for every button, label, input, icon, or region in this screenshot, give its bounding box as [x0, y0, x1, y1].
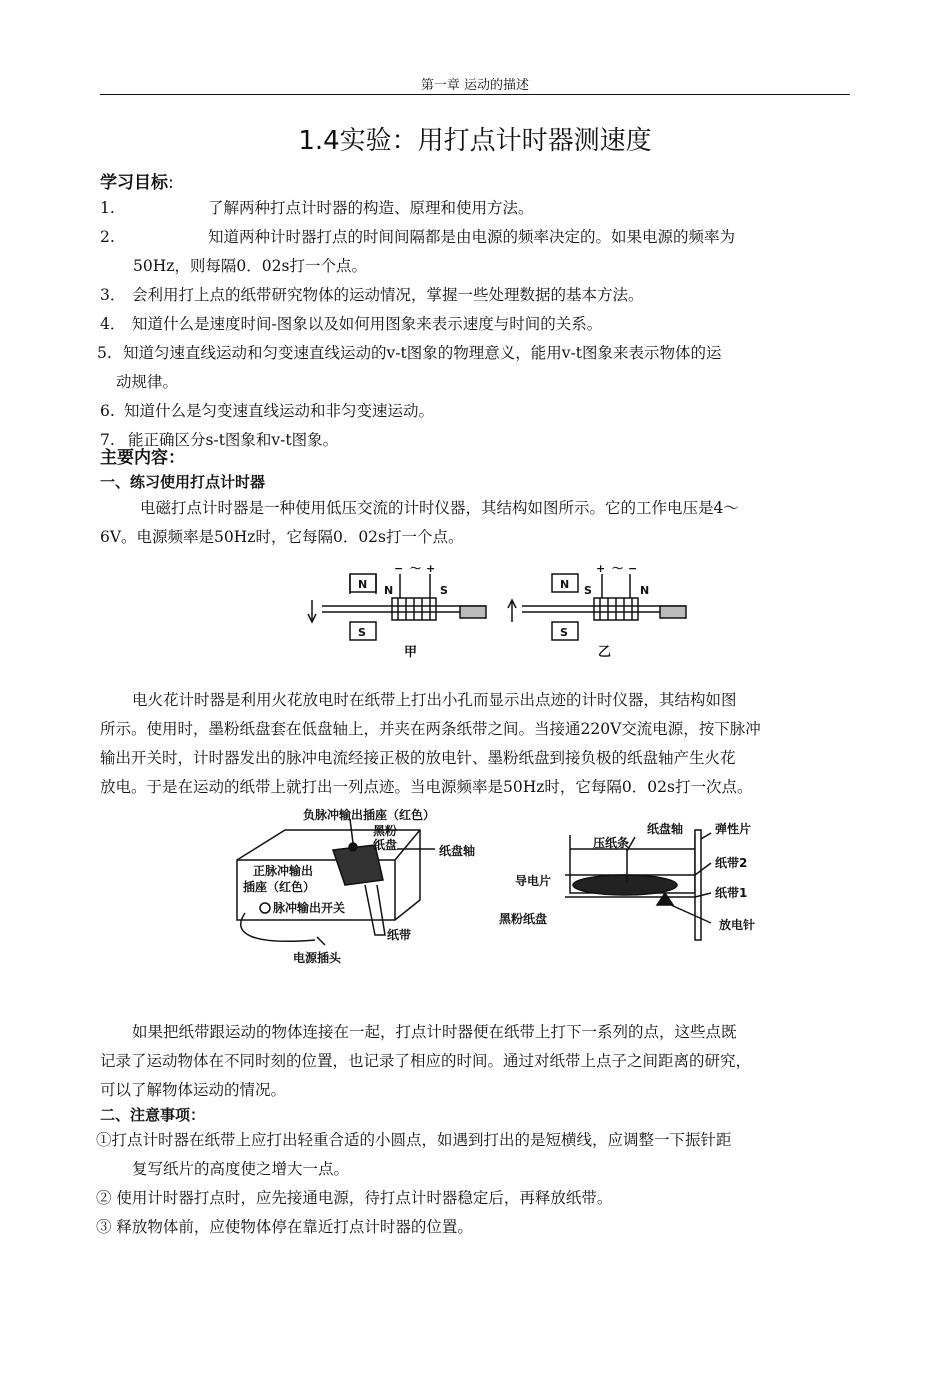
para-line: 电火花计时器是利用火花放电时在纸带上打出小孔而显示出点迹的计时仪器，其结构如图	[132, 691, 737, 709]
para-line: 放电。于是在运动的纸带上就打出一列点迹。当电源频率是50Hz时，它每隔0．02s打一次点。	[100, 778, 753, 796]
svg-text:纸盘: 纸盘	[373, 838, 398, 852]
para-line: 6V。电源频率是50Hz时，它每隔0．02s打一个点。	[100, 528, 464, 546]
page-title: 1.4实验：用打点计时器测速度	[298, 126, 652, 156]
svg-text:纸带1: 纸带1	[715, 886, 748, 900]
objectives-heading: 学习目标:	[100, 173, 174, 193]
list-item: ③ 释放物体前，应使物体停在靠近打点计时器的位置。	[96, 1218, 473, 1236]
fig-label-jia: 甲	[404, 645, 418, 660]
list-item: 5. 知道匀速直线运动和匀变速直线运动的v-t图象的物理意义，能用v-t图象来表示物体的运	[97, 344, 722, 362]
discharge-needle	[657, 893, 673, 905]
svg-text:纸盘轴: 纸盘轴	[439, 844, 476, 858]
svg-text:−: −	[628, 562, 638, 575]
svg-text:N: N	[560, 578, 570, 591]
para-line: 所示。使用时，墨粉纸盘套在低盘轴上，并夹在两条纸带之间。当接通220V交流电源，按下脉冲	[100, 720, 761, 738]
para-line: 记录了运动物体在不同时刻的位置，也记录了相应的时间。通过对纸带上点子之间距离的研究，	[100, 1052, 752, 1070]
list-item: 1. 了解两种打点计时器的构造、原理和使用方法。	[100, 199, 534, 217]
list-item-cont: 50Hz，则每隔0．02s打一个点。	[133, 257, 367, 275]
svg-text:脉冲输出开关: 脉冲输出开关	[273, 901, 346, 915]
svg-text:纸带2: 纸带2	[715, 856, 748, 870]
pulse-switch	[260, 903, 270, 913]
list-item: 4． 知道什么是速度时间-图象以及如何用图象来表示速度与时间的关系。	[100, 315, 603, 333]
svg-text:纸带: 纸带	[387, 928, 412, 942]
objectives-list	[97, 194, 860, 455]
section2-list	[96, 1126, 866, 1242]
svg-text:黑粉纸盘: 黑粉纸盘	[499, 912, 548, 926]
para-line: 如果把纸带跟运动的物体连接在一起，打点计时器便在纸带上打下一系列的点，这些点既	[132, 1023, 737, 1041]
list-item: 3． 会利用打上点的纸带研究物体的运动情况，掌握一些处理数据的基本方法。	[100, 286, 644, 304]
damper-right	[660, 606, 686, 618]
svg-text:压纸条: 压纸条	[593, 836, 630, 850]
paper-tape	[365, 885, 385, 935]
list-item-cont: 动规律。	[116, 373, 179, 391]
svg-text:S: S	[440, 584, 448, 597]
svg-text:正脉冲输出: 正脉冲输出	[253, 864, 314, 878]
section1-para2	[100, 686, 860, 802]
svg-text:黑粉: 黑粉	[373, 824, 398, 838]
section1-para1	[100, 494, 860, 552]
list-item: 7. 能正确区分s-t图象和v-t图象。	[100, 431, 339, 449]
para-line: 输出开关时，计时器发出的脉冲电流经接正极的放电针、墨粉纸盘到接负极的纸盘轴产生火花	[100, 749, 736, 767]
svg-text:N: N	[384, 584, 394, 597]
svg-text:放电针: 放电针	[719, 918, 756, 932]
spring-plate	[695, 830, 701, 940]
svg-text:+: +	[596, 562, 606, 575]
svg-text:S: S	[358, 626, 366, 639]
svg-text:弹性片: 弹性片	[715, 822, 752, 836]
section1-para3	[100, 1018, 860, 1105]
section2-heading: 二、注意事项：	[100, 1106, 206, 1124]
ink-disc-r	[573, 875, 677, 895]
page-header: 第一章 运动的描述	[100, 74, 850, 95]
svg-text:电源插头: 电源插头	[293, 951, 342, 965]
section1-heading: 一、练习使用打点计时器	[100, 473, 266, 491]
list-item: ①打点计时器在纸带上应打出轻重合适的小圆点，如遇到打出的是短横线，应调整一下振针距	[96, 1131, 732, 1149]
para-line: 可以了解物体运动的情况。	[100, 1081, 287, 1099]
list-item: ② 使用计时器打点时，应先接通电源，待打点计时器稳定后，再释放纸带。	[96, 1189, 613, 1207]
svg-text:导电片: 导电片	[515, 874, 552, 888]
list-item: 6. 知道什么是匀变速直线运动和非匀变速运动。	[100, 402, 435, 420]
damper-left	[460, 606, 486, 618]
para-line: 电磁打点计时器是一种使用低压交流的计时仪器，其结构如图所示。它的工作电压是4～	[140, 499, 739, 517]
svg-text:−: −	[394, 562, 404, 575]
main-heading: 主要内容：	[100, 448, 185, 468]
svg-text:N: N	[358, 578, 368, 591]
svg-text:+: +	[426, 562, 436, 575]
svg-text:～: ～	[410, 562, 421, 575]
svg-text:S: S	[560, 626, 568, 639]
svg-text:插座（红色）: 插座（红色）	[243, 880, 316, 894]
svg-text:N: N	[640, 584, 650, 597]
fig-label-yi: 乙	[598, 645, 612, 660]
svg-text:～: ～	[612, 562, 623, 575]
svg-text:纸盘轴: 纸盘轴	[647, 822, 684, 836]
svg-text:负脉冲输出插座（红色）: 负脉冲输出插座（红色）	[303, 808, 436, 822]
list-item: 2. 知道两种计时器打点的时间间隔都是由电源的频率决定的。如果电源的频率为	[100, 228, 736, 246]
spark-timer-figure	[225, 805, 770, 970]
em-timer-figure	[300, 560, 700, 665]
neg-socket	[349, 843, 357, 851]
svg-text:S: S	[584, 584, 592, 597]
list-item-cont: 复写纸片的高度使之增大一点。	[132, 1160, 350, 1178]
